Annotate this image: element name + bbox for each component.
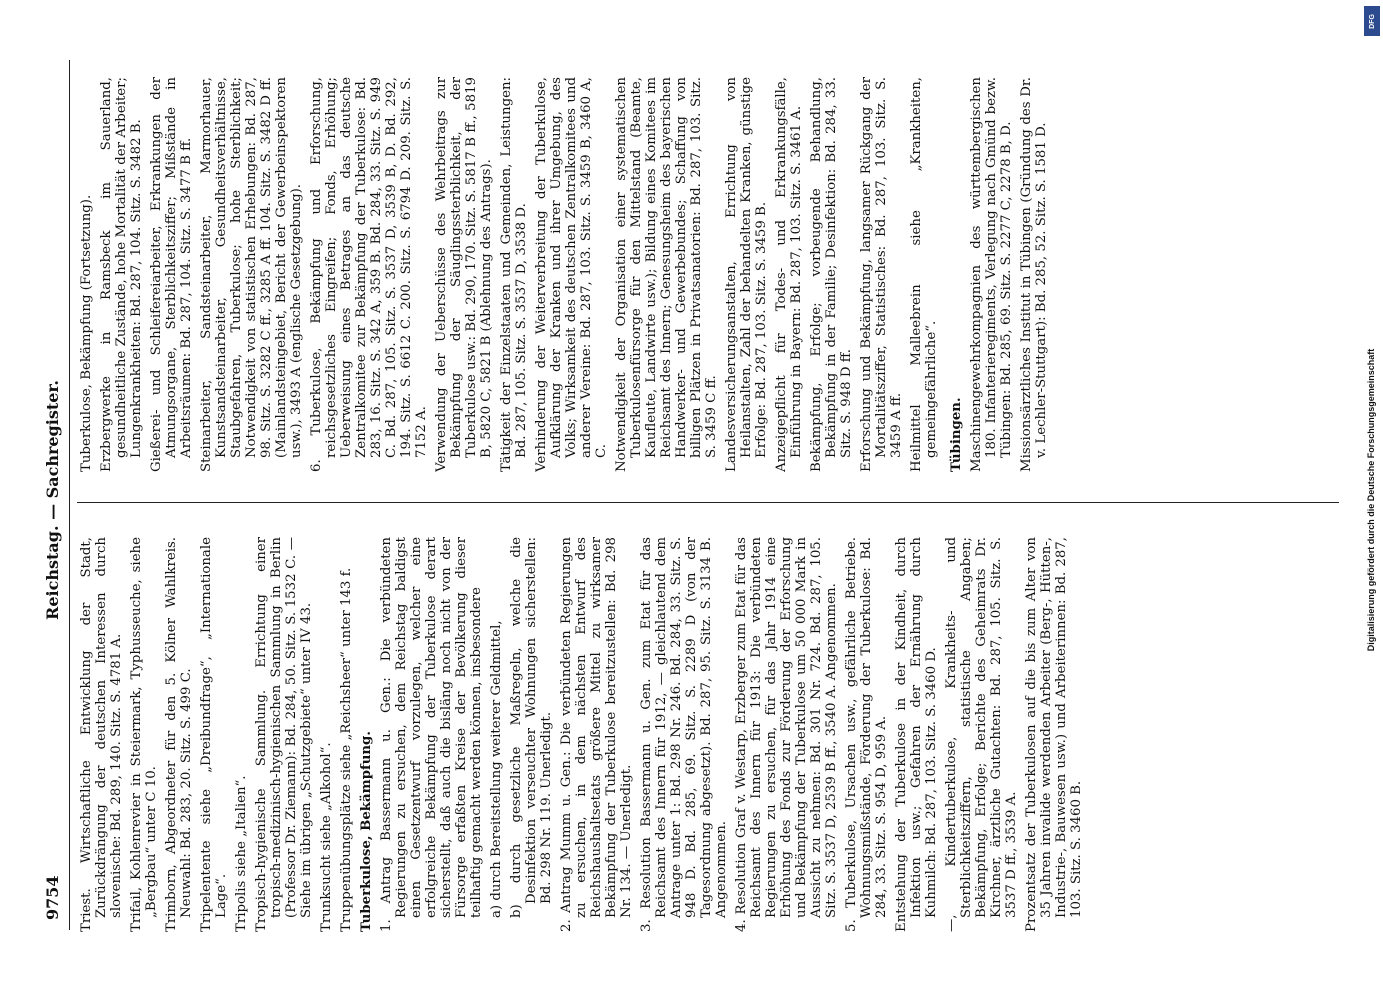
entry: Notwendigkeit der Organisation einer systematischen Tuberkulosenfürsorge für den Mittelstand (Beamte, Kaufleute, Landwirte usw.); Bildung eines Komitees im Reichsamt des Innern; Genesungsheim des bayerischen Handwerker- und Gewerbebundes; Schaffung von billigen Plätzen in Privatsanatorien: Bd. 287, 103. Sitz. S. 3459 C ff. [614,77,719,472]
rotated-page [31,40,1351,960]
entry: Truppenübungsplätze siehe „Reichsheer“ unter 143 f. [339,567,354,932]
entry: Maschinengewehrkompagnien des württembergischen 180. Infanterieregiments, Verlegung nach Gmünd bezw. Tübingen: Bd. 285, 69. Sitz. S. 2277 C, 2278 B, D. [969,77,1014,472]
entry: Tripelentente siehe „Dreibundfrage“, „Internationale Lage“. [199,537,229,932]
entry: 1. Antrag Bassermann u. Gen.: Die verbündeten Regierungen zu ersuchen, dem Reichstag baldigst einen Gesetzentwurf vorzulegen, welcher eine erfolgreiche Bekämpfung der Tuberkulose derart sicherstellt, daß auch die bisläng noch nicht von der Fürsorge erfaßten Kreise der Bevölkerung dieser teilhaftig gemacht werden können, insbesondere [379,537,484,932]
entry: Tropisch-hygienische Sammlung. Errichtung einer tropisch-medizinisch-hygienischen Sammlung in Berlin (Professor Dr. Ziemann): Bd. 284, 50. Sitz. S. 1532 C. — Siehe im übrigen „Schutzgebiete“ unter IV 43. [254,537,314,932]
entry: a) durch Bereitstellung weiterer Geldmittel, [489,620,504,918]
entry: Verhinderung der Weiterverbreitung der Tuberkulose, Aufklärung der Kranken und ihrer Umgebung, des Volks; Wirksamkeit des deutschen Zentralkomitees und anderer Vereine: Bd. 287, 103. Sitz. S. 3459 B, 3460 A, C. [534,77,609,472]
entry-heading: Tuberkulose, Bekämpfung. [359,731,374,932]
entry: 4. Resolution Graf v. Westarp, Erzberger zum Etat für das Reichsamt des Innern für 1913: Die verbündeten Regierungen zu ersuchen, für das Jahr 1914 eine Erhöhung des Fonds zur Förderung der Erforschung und Bekämpfung der Tuberkulose um 50 000 Mark in Aussicht zu nehmen: Bd. 301 Nr. 724. Bd. 287, 105. Sitz. S. 3537 D, 2539 B ff., 3540 A. Angenommen. [734,537,839,932]
entry: Verwendung der Ueberschüsse des Wehrbeitrags zur Bekämpfung der Säuglingssterblichkeit, der Tuberkulose usw.: Bd. 290, 170. Sitz. S. 5817 B ff., 5819 B, 5820 C, 5821 B (Ablehnung des Antrags). [434,77,494,472]
entry: Trimborn, Abgeordneter für den 5. Kölner Wahlkreis. Neuwahl: Bd. 283, 20. Sitz. S. 499 C. [164,537,194,932]
entry: Erforschung und Bekämpfung, langsamer Rückgang der Mortalitätsziffer, Statistisches: Bd. 287, 103. Sitz. S. 3459 A ff. [859,77,904,472]
right-column [79,77,1339,472]
entry: Tätigkeit der Einzelstaaten und Gemeinden, Leistungen: Bd. 287, 105. Sitz. S. 3537 D, 3538 D. [499,77,529,472]
dfg-logo: DFG [1364,6,1380,36]
entry: Landesversicherungsanstalten, Errichtung von Heilanstalten, Zahl der behandelten Kranken, günstige Erfolge: Bd. 287, 103. Sitz. S. 3459 B. [724,77,769,472]
entry: Trunksucht siehe „Alkohol“. [319,742,334,932]
entry: Bekämpfung, Erfolge; vorbeugende Behandlung, Bekämpfung in der Familie; Desinfektion: Bd. 284, 33. Sitz. S. 948 D ff. [809,77,854,472]
entry: Gießerei- und Schleifereiarbeiter, Erkrankungen der Atmungsorgane, Sterblichkeitsziffer; Mißstände in Arbeitsräumen: Bd. 287, 104. Sitz. S. 3477 B ff. [149,77,194,472]
entry: Anzeigepflicht für Todes- und Erkrankungsfälle, Einführung in Bayern: Bd. 287, 103. Sitz. S. 3461 A. [774,77,804,472]
running-head: Reichstag. — Sachregister. [43,380,62,620]
entry: Triest. Wirtschaftliche Entwicklung der Stadt, Zurückdrängung der deutschen Interessen durch slovenische: Bd. 289, 140. Sitz. S. 4781 A. [79,537,124,932]
left-column [79,537,1339,932]
entry: Tripolis siehe „Italien“. [234,775,249,932]
page-header [37,40,67,960]
entry: Erzbergwerke in Ramsbeck im Sauerland, gesundheitliche Zustände, hohe Mortalität der Arbeiter; Lungenkrankheiten: Bd. 287, 104. Sitz. S. 3482 B. [99,77,144,472]
entry: 3. Resolution Bassermann u. Gen. zum Etat für das Reichsamt des Innern für 1912, — gleichlautend dem Antrage unter 1: Bd. 298 Nr. 246. Bd. 284, 33. Sitz. S. 948 D. Bd. 285, 69. Sitz. S. 2289 D (von der Tagesordnung abgesetzt). Bd. 287, 95. Sitz. S. 3134 B. Angenommen. [639,537,729,932]
entry: Steinarbeiter, Sandsteinarbeiter, Marmorhauer, Kunstsandsteinarbeiter, Gesundheitsverhältnisse, Staubgefahren, Tuberkulose; hohe Sterblichkeit; Notwendigkeit von statistischen Erhebungen: Bd. 287, 98. Sitz. S. 3282 C ff., 3285 A ff. 104. Sitz. S. 3482 D ff. (Mainlandsteingebiet, Bericht der Gewerbeinspektoren usw.), 3493 A (englische Gesetzgebung). [199,77,304,472]
entry-heading: Tübingen. [949,397,964,472]
entry: 2. Antrag Mumm u. Gen.: Die verbündeten Regierungen zu ersuchen, in dem nächsten Entwurf des Reichshaushaltsetats größere Mittel zu wirksamer Bekämpfung der Tuberkulose bereitzustellen: Bd. 298 Nr. 134. — Unerledigt. [559,537,634,932]
entry: 6. Tuberkulose, Bekämpfung und Erforschung, reichsgesetzliches Eingreifen; Fonds, Erhöhung; Ueberweisung eines Betrages an das deutsche Zentralkomitee zur Bekämpfung der Tuberkulose: Bd. 283, 16. Sitz. S. 342 A, 359 B. Bd. 284, 33. Sitz. S. 949 C. Bd. 287, 105. Sitz. S. 3537 D, 3539 B, D. Bd. 292, 194. Sitz. S. 6612 C. 200. Sitz. S. 6794 D. 209. Sitz. S. 7152 A. [309,77,429,472]
entry: Missionsärztliches Institut in Tübingen (Gründung des Dr. v. Lechler-Stuttgart): Bd. 285, 52. Sitz. S. 1581 D. [1019,77,1049,472]
entry: b) durch gesetzliche Maßregeln, welche die Desinfektion verseuchter Wohnungen sicherstellen: Bd. 298 Nr. 119. Unerledigt. [509,537,554,918]
digitization-note: Digitalisierung gefördert durch die Deutsche Forschungsgemeinschaft [1366,348,1376,652]
entry: —, Kindertuberkulose, Krankheits- und Sterblichkeitsziffern, statistische Angaben; Bekämpfung, Erfolge; Berichte des Geheimrats Dr. Kirchner, ärztliche Gutachten: Bd. 287, 105. Sitz. S. 3537 D ff., 3539 A. [944,537,1019,932]
entry: Trifail, Kohlenrevier in Steiermark, Typhusseuche, siehe „Bergbau“ unter C 10. [129,537,159,932]
page-number: 9754 [43,875,62,920]
entry: Entstehung der Tuberkulose in der Kindheit, durch Infektion usw.; Gefahren der Ernährung durch Kuhmilch: Bd. 287, 103. Sitz. S. 3460 D. [894,537,939,932]
header-rule [69,60,70,930]
entry: Prozentsatz der Tuberkulosen auf die bis zum Alter von 35 Jahren invalide werdenden Arbeiter (Berg-, Hütten-, Industrie-, Bauwesen usw.) und Arbeiterinnen: Bd. 287, 103. Sitz. S. 3460 B. [1024,537,1084,932]
column-divider [77,502,1339,503]
entry: 5. Tuberkulose, Ursachen usw., gefährliche Betriebe. Wohnungsmißstände, Förderung der Tuberkulose: Bd. 284, 33. Sitz. S. 954 D, 959 A. [844,537,889,932]
entry-heading: Tuberkulose, Bekämpfung (Fortsetzung). [79,194,94,472]
entry: Heilmittel Malleebrein siehe „Krankheiten, gemeingefährliche“. [909,77,939,472]
